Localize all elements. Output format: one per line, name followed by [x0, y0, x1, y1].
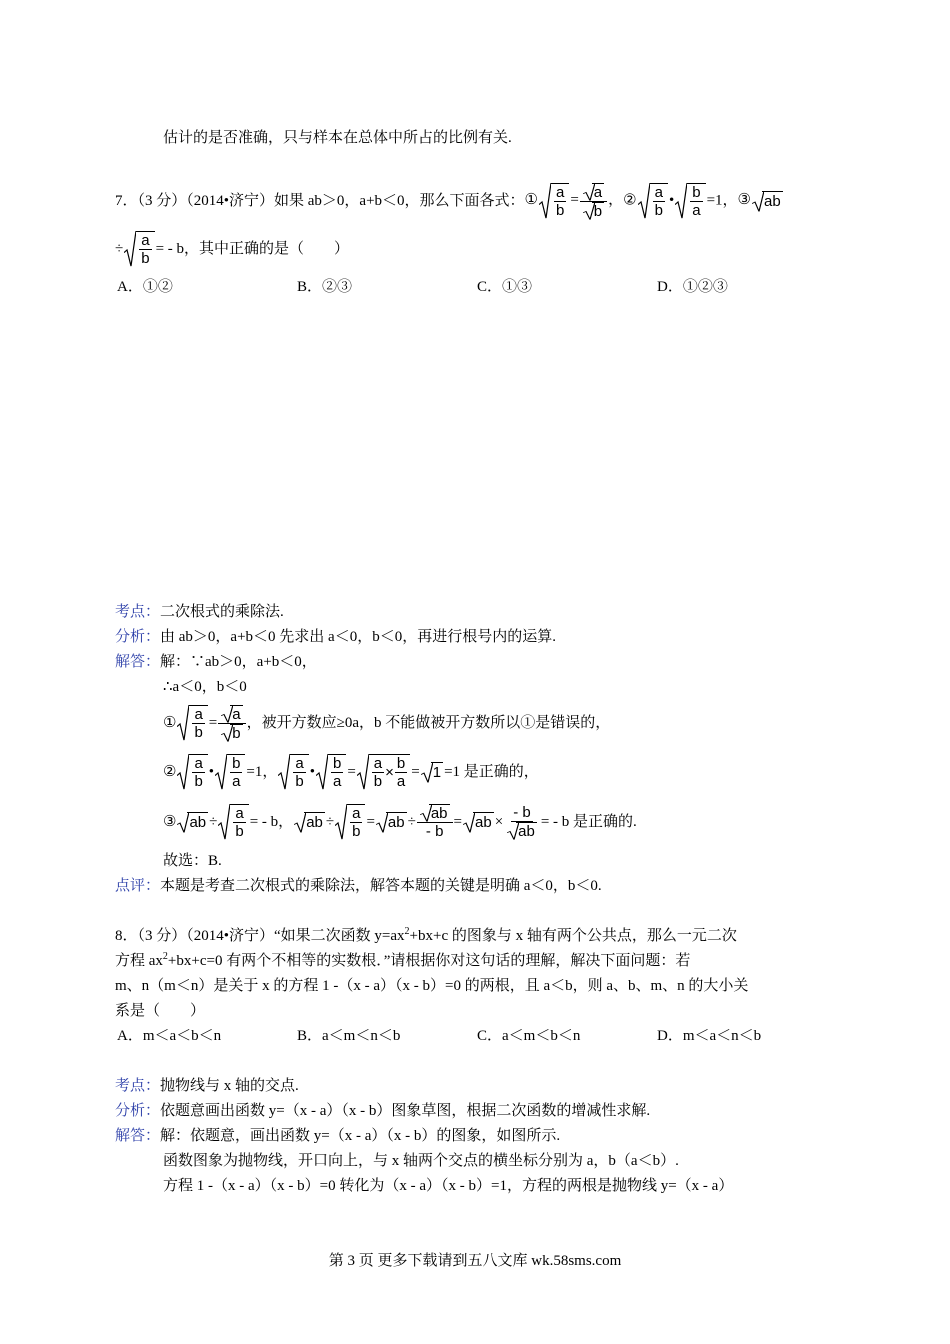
q7-jieda-3: ① $\frac{a}{b}$ = $\frac{a}{b}$ ，被开方数应≥0a，b 不能做被开方数所以①是错误的， — [163, 705, 611, 742]
q7-dianping: 点评：本题是考查二次根式的乘除法，解答本题的关键是明确 a＜0，b＜0. — [115, 878, 602, 894]
q7-kaodian: 考点：二次根式的乘除法. — [115, 604, 284, 620]
q8-stem-line2: 方程 $ax^2+bx+c=0$ 有两个不相等的实数根．”请根据你对这句话的理解，解决下面问题：若 — [115, 951, 691, 969]
q7-fenxi: 分析：由 ab＞0，a+b＜0 先求出 a＜0，b＜0，再进行根号内的运算. — [115, 629, 556, 645]
q7-option-c[interactable]: C．①③ — [477, 279, 533, 295]
q7-stem-line2: ÷ $\frac{a}{b}$ = - b，其中正确的是（ ） — [115, 232, 350, 267]
q7-jieda-4: ② $\frac{a}{b}$ • $\frac{b}{a}$ =1， $\frac{a}{b}$ • $\frac{b}{a}$ = $\frac{a}{b}$ × $\frac{b}{a}$ = 1 =1 是正确的， — [163, 755, 539, 790]
q7-stem-line1 — [115, 178, 784, 224]
q7-stem-end: = - b，其中正确的是（ ） — [155, 241, 350, 257]
q7-jieda: 解答：解：∵ab＞0，a+b＜0， — [115, 654, 317, 670]
q7-jieda-6: 故选：B. — [163, 853, 222, 869]
q7-option-a[interactable]: A．①② — [117, 279, 173, 295]
q8-jieda: 解答：解：依题意，画出函数 y=（x - a）（x - b）的图象，如图所示. — [115, 1128, 561, 1144]
q7-jieda-5: ③ ab ÷ $\frac{a}{b}$ = - b， ab ÷ $\frac{a}{b}$ = ab ÷ $\frac{ab}{- b}$ = ab × $\frac{- b}{ab}$ = - b 是正确的. — [163, 803, 637, 841]
top-text: 估计的是否准确，只与样本在总体中所占的比例有关. — [163, 130, 512, 146]
q8-option-c[interactable]: C．a＜m＜b＜n — [477, 1028, 581, 1044]
q8-fenxi: 分析：依题意画出函数 y=（x - a）（x - b）图象草图，根据二次函数的增减性求解. — [115, 1103, 651, 1119]
q8-stem-line4: 系是（ ） — [115, 1003, 206, 1019]
q8-option-b[interactable]: B．a＜m＜n＜b — [297, 1028, 401, 1044]
q8-option-a[interactable]: A．m＜a＜b＜n — [117, 1028, 222, 1044]
q8-kaodian: 考点：抛物线与 x 轴的交点. — [115, 1078, 299, 1094]
q7-jieda-2: ∴a＜0，b＜0 — [163, 679, 247, 695]
q7-stem-head: 7．（3 分）（2014•济宁）如果 ab＞0，a+b＜0，那么下面各式： — [115, 193, 525, 209]
q8-stem-line3: m、n（m＜n）是关于 x 的方程 1 -（x - a）（x - b）=0 的两根，且 a＜b，则 a、b、m、n 的大小关 — [115, 978, 749, 994]
q8-option-d[interactable]: D．m＜a＜n＜b — [657, 1028, 762, 1044]
page-footer: 第 3 页 更多下载请到五八文库 wk.58sms.com — [328, 1253, 622, 1269]
formula-1: ① $\frac{a}{b}$ = $\frac{a}{b}$ ， — [524, 183, 624, 220]
formula-2: ② $\frac{a}{b}$ • $\frac{b}{a}$ =1， — [623, 184, 738, 219]
q8-jieda-3: 方程 1 -（x - a）（x - b）=0 转化为（x - a）（x - b）=1，方程的两根是抛物线 y=（x - a） — [163, 1178, 734, 1194]
q7-option-d[interactable]: D．①②③ — [657, 279, 728, 295]
divide-sign: ÷ — [115, 241, 124, 257]
q8-stem-line1: 8．（3 分）（2014•济宁）“如果二次函数 $y=ax^2+bx+c$ 的图象与 x 轴有两个公共点，那么一元二次 — [115, 926, 737, 944]
formula-3: ③ ab — [737, 192, 781, 210]
q7-option-b[interactable]: B．②③ — [297, 279, 353, 295]
q8-jieda-2: 函数图象为抛物线，开口向上，与 x 轴两个交点的横坐标分别为 a，b（a＜b）. — [163, 1153, 679, 1169]
